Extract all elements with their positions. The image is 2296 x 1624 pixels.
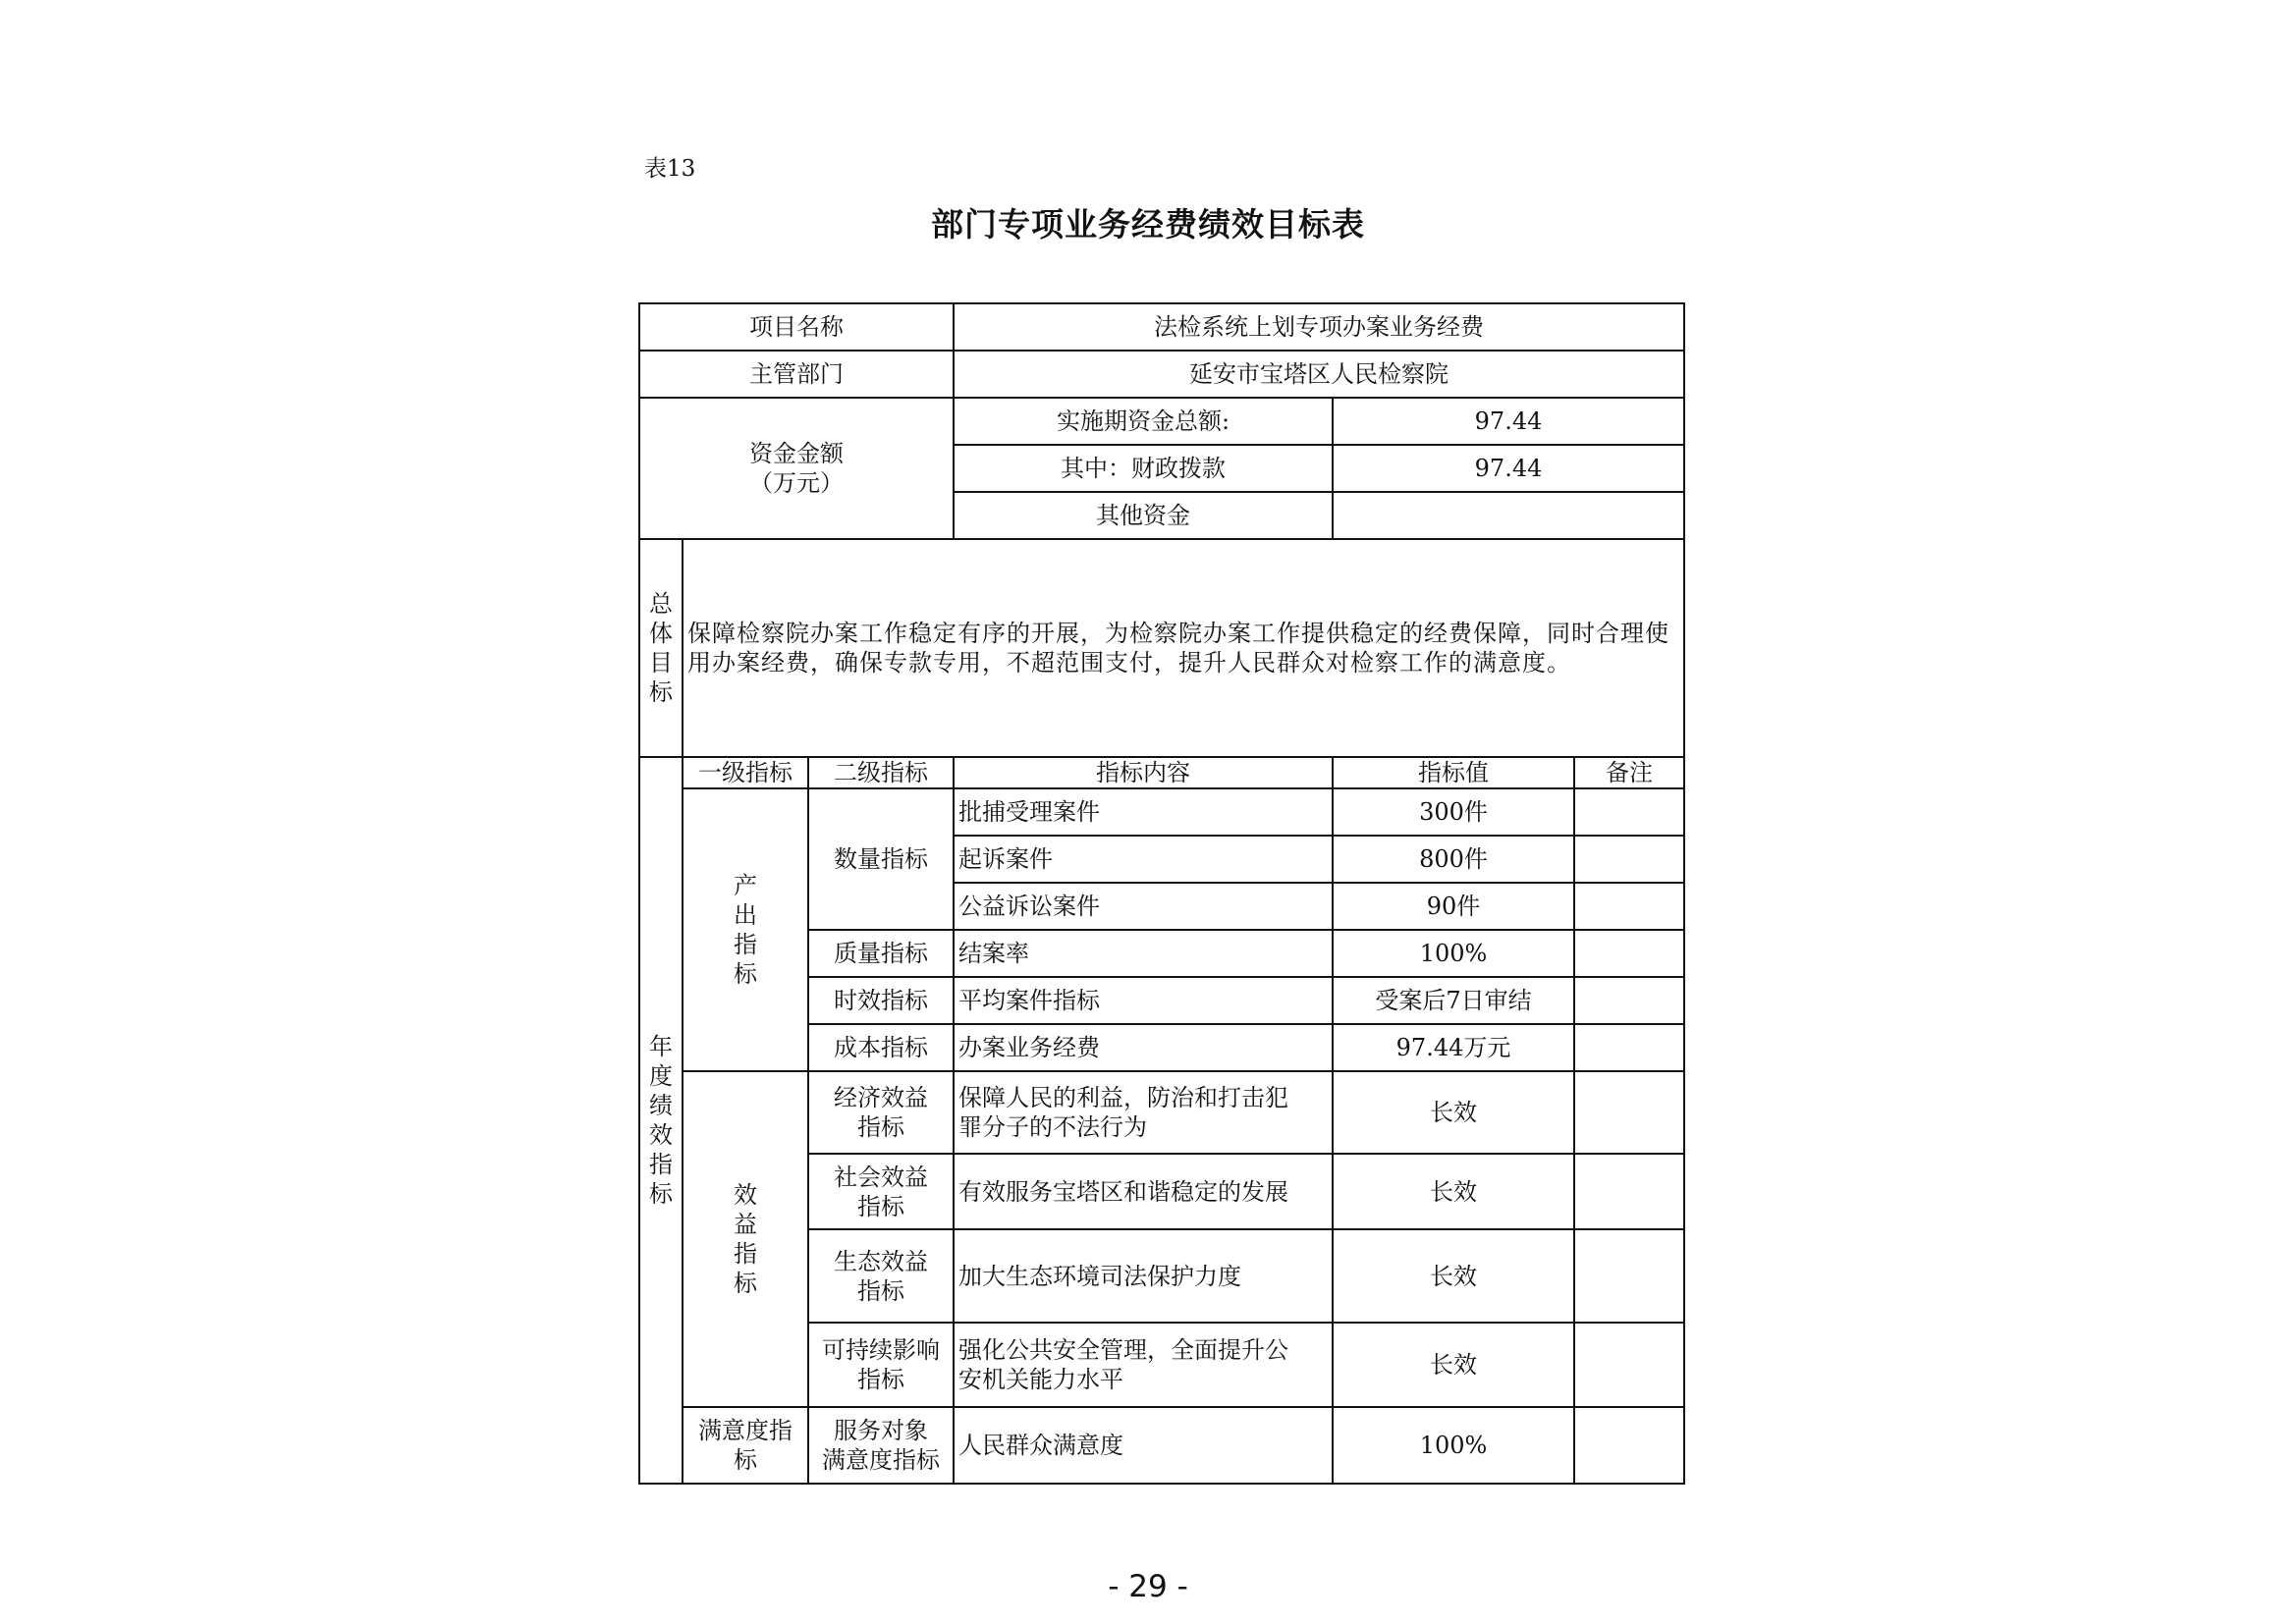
indicator-value: 100%	[1333, 930, 1574, 977]
total-fund-value: 97.44	[1333, 398, 1684, 445]
indicator-note	[1574, 788, 1684, 836]
indicator-note	[1574, 1024, 1684, 1071]
table-number: 表13	[644, 156, 696, 182]
indicator-content: 加大生态环境司法保护力度	[954, 1229, 1333, 1323]
indicator-value: 97.44万元	[1333, 1024, 1574, 1071]
table-row	[639, 303, 1684, 351]
indicator-value: 90件	[1333, 883, 1574, 930]
table-row	[639, 788, 1684, 836]
fiscal-fund-label: 其中：财政拨款	[954, 445, 1333, 492]
other-fund-value	[1333, 492, 1684, 539]
indicator-content: 保障人民的利益，防治和打击犯 罪分子的不法行为	[954, 1071, 1333, 1154]
indicator-content: 有效服务宝塔区和谐稳定的发展	[954, 1154, 1333, 1229]
fund-amount-label	[639, 398, 954, 539]
indicator-value: 长效	[1333, 1071, 1574, 1154]
indicator-note	[1574, 1071, 1684, 1154]
page-title: 部门专项业务经费绩效目标表	[931, 205, 1365, 244]
table-header-row	[639, 757, 1684, 788]
overall-goal-label: 总 体 目 标	[639, 539, 683, 757]
project-name-label: 项目名称	[639, 303, 954, 351]
service-satisfaction-label: 服务对象 满意度指标	[808, 1407, 954, 1484]
indicator-value: 长效	[1333, 1229, 1574, 1323]
indicator-value: 长效	[1333, 1323, 1574, 1407]
social-benefit-label: 社会效益 指标	[808, 1154, 954, 1229]
total-fund-label: 实施期资金总额:	[954, 398, 1333, 445]
header-level1: 一级指标	[683, 757, 808, 788]
table-row	[639, 1407, 1684, 1484]
sustainable-impact-label: 可持续影响 指标	[808, 1323, 954, 1407]
quantity-indicator-label: 数量指标	[808, 788, 954, 930]
table-row	[639, 398, 1684, 445]
other-fund-label: 其他资金	[954, 492, 1333, 539]
indicator-note	[1574, 930, 1684, 977]
indicator-content: 公益诉讼案件	[954, 883, 1333, 930]
cost-indicator-label: 成本指标	[808, 1024, 954, 1071]
header-content: 指标内容	[954, 757, 1333, 788]
indicator-content: 人民群众满意度	[954, 1407, 1333, 1484]
indicator-value: 300件	[1333, 788, 1574, 836]
indicator-note	[1574, 836, 1684, 883]
indicator-note	[1574, 1229, 1684, 1323]
indicator-content: 结案率	[954, 930, 1333, 977]
header-level2: 二级指标	[808, 757, 954, 788]
indicator-content: 强化公共安全管理，全面提升公 安机关能力水平	[954, 1323, 1333, 1407]
indicator-note	[1574, 1154, 1684, 1229]
indicator-content: 批捕受理案件	[954, 788, 1333, 836]
department-value: 延安市宝塔区人民检察院	[954, 351, 1684, 398]
output-indicators-label: 产 出 指 标	[683, 788, 808, 1071]
indicator-value: 长效	[1333, 1154, 1574, 1229]
economic-benefit-label: 经济效益 指标	[808, 1071, 954, 1154]
quality-indicator-label: 质量指标	[808, 930, 954, 977]
page-number: - 29 -	[1108, 1569, 1188, 1604]
indicator-content: 起诉案件	[954, 836, 1333, 883]
indicator-note	[1574, 977, 1684, 1024]
satisfaction-indicators-label: 满意度指 标	[683, 1407, 808, 1484]
table-row	[639, 539, 1684, 757]
indicator-value: 受案后7日审结	[1333, 977, 1574, 1024]
indicator-value: 800件	[1333, 836, 1574, 883]
header-note: 备注	[1574, 757, 1684, 788]
table-row	[639, 351, 1684, 398]
indicator-content: 办案业务经费	[954, 1024, 1333, 1071]
table-row	[639, 1071, 1684, 1154]
project-name-value: 法检系统上划专项办案业务经费	[954, 303, 1684, 351]
indicator-value: 100%	[1333, 1407, 1574, 1484]
benefit-indicators-label: 效 益 指 标	[683, 1071, 808, 1407]
annual-indicators-label: 年 度 绩 效 指 标	[639, 757, 683, 1484]
header-value: 指标值	[1333, 757, 1574, 788]
indicator-note	[1574, 883, 1684, 930]
department-label: 主管部门	[639, 351, 954, 398]
performance-target-table	[638, 302, 1685, 1485]
ecological-benefit-label: 生态效益 指标	[808, 1229, 954, 1323]
fund-unit: （万元）	[749, 469, 844, 497]
indicator-note	[1574, 1323, 1684, 1407]
timeliness-indicator-label: 时效指标	[808, 977, 954, 1024]
fiscal-fund-value: 97.44	[1333, 445, 1684, 492]
fund-label: 资金金额	[749, 440, 844, 467]
indicator-content: 平均案件指标	[954, 977, 1333, 1024]
overall-goal-text: 保障检察院办案工作稳定有序的开展，为检察院办案工作提供稳定的经费保障，同时合理使用办案经费，确保专款专用，不超范围支付，提升人民群众对检察工作的满意度。	[683, 539, 1684, 757]
indicator-note	[1574, 1407, 1684, 1484]
